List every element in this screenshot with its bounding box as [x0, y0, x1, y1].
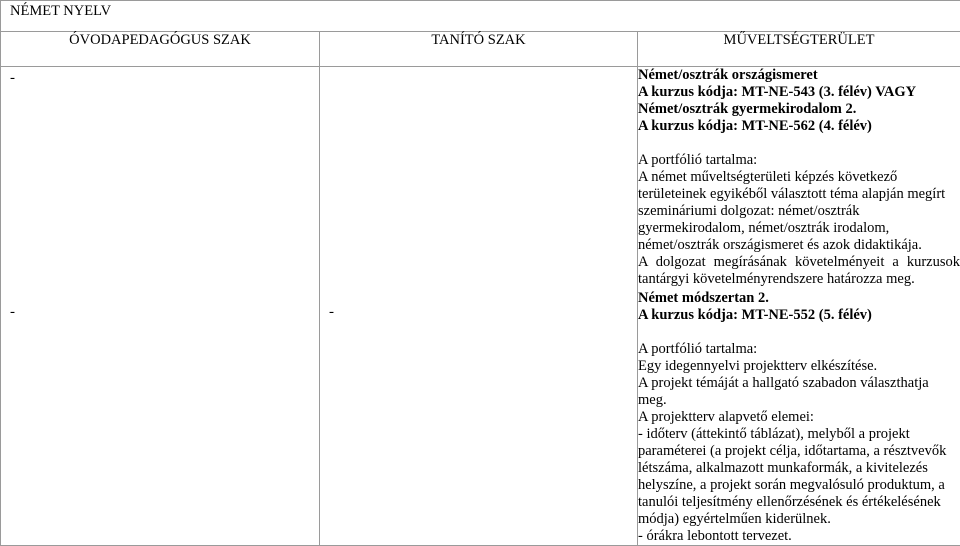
cell-tanito [320, 67, 638, 546]
column-header-tanito: TANÍTÓ SZAK [320, 32, 638, 67]
dash-marker: - [10, 70, 15, 87]
course-name: Német/osztrák gyermekirodalom 2. [638, 101, 960, 118]
course-code: A kurzus kódja: MT-NE-562 (4. félév) [638, 118, 960, 135]
course-name: Német módszertan 2. [638, 290, 960, 307]
cell-ovodapedagogus [1, 67, 320, 546]
column-header-muveltsegterulet: MŰVELTSÉGTERÜLET [638, 32, 960, 67]
portfolio-line: A projekt témáját a hallgató szabadon választhatja meg. [638, 375, 960, 409]
course-name: Német/osztrák országismeret [638, 67, 960, 84]
course-code: A kurzus kódja: MT-NE-552 (5. félév) [638, 307, 960, 324]
dash-marker: - [329, 304, 334, 321]
portfolio-heading: A portfólió tartalma: [638, 152, 960, 169]
column-header-ovodapedagogus: ÓVODAPEDAGÓGUS SZAK [1, 32, 320, 67]
portfolio-description: A német műveltségterületi képzés következő területeinek egyikéből választott téma alapján megírt szemináriumi dolgozat: német/osztrák gyermekirodalom, német/osztrák irodalom, német/osztrák országismeret és azok didaktikája. [638, 169, 960, 254]
portfolio-line: Egy idegennyelvi projektterv elkészítése. [638, 358, 960, 375]
portfolio-line: - órákra lebontott tervezet. [638, 528, 960, 545]
portfolio-heading: A portfólió tartalma: [638, 341, 960, 358]
portfolio-requirements: A dolgozat megírásának követelményeit a kurzusok tantárgyi követelményrendszere határozza meg. [638, 254, 960, 288]
dash-marker: - [10, 304, 15, 321]
portfolio-line: A projektterv alapvető elemei: [638, 409, 960, 426]
table-title-cell [1, 1, 960, 32]
course-code: A kurzus kódja: MT-NE-543 (3. félév) VAGY [638, 84, 960, 101]
portfolio-line: - időterv (áttekintő táblázat), melyből a projekt paraméterei (a projekt célja, időtartama, a résztvevők létszáma, alkalmazott munkaformák, a kivitelezés helyszíne, a projekt során megvalósuló produktum, a tanulói teljesítmény ellenőrzésének és értékelésének módja) egyértelműen kiderülnek. [638, 426, 960, 528]
document-title: NÉMET NYELV [1, 1, 960, 20]
cell-muveltsegterulet [638, 67, 960, 546]
